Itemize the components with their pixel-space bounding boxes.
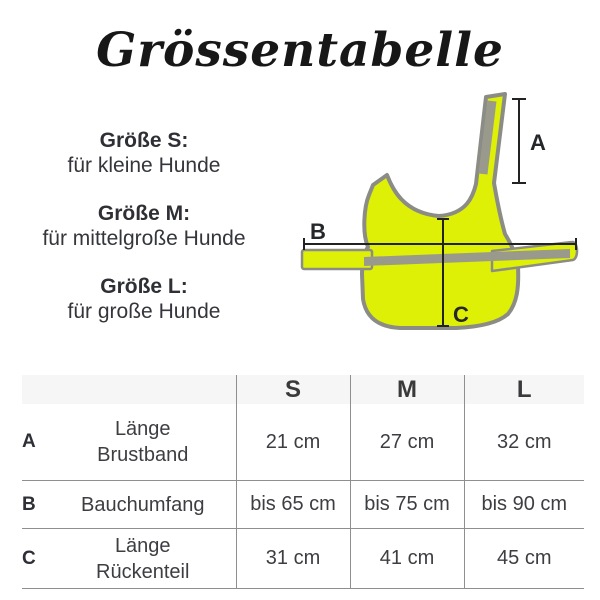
measure-b-label: B bbox=[310, 219, 326, 244]
row-a-value-s: 21 cm bbox=[236, 404, 350, 481]
row-a-value-m: 27 cm bbox=[350, 404, 464, 481]
size-label-m: Größe M: bbox=[97, 202, 191, 225]
measure-c-label: C bbox=[453, 302, 469, 327]
size-label-s: Größe S: bbox=[99, 129, 189, 152]
table-row-c bbox=[22, 529, 584, 589]
measure-a-label: A bbox=[530, 130, 546, 155]
table-row-b bbox=[22, 481, 584, 529]
header-col-m: M bbox=[350, 375, 464, 404]
belly-strap-left bbox=[302, 250, 372, 269]
size-table bbox=[22, 375, 584, 589]
size-desc-s: für kleine Hunde bbox=[67, 154, 221, 177]
row-c-label: Länge Rückenteil bbox=[50, 529, 236, 589]
row-b-label: Bauchumfang bbox=[50, 481, 236, 529]
size-label-l: Größe L: bbox=[100, 275, 188, 298]
row-c-value-m: 41 cm bbox=[350, 529, 464, 589]
row-b-value-m: bis 75 cm bbox=[350, 481, 464, 529]
measure-a bbox=[512, 99, 546, 183]
row-b-value-l: bis 90 cm bbox=[464, 481, 584, 529]
row-b-key: B bbox=[22, 481, 50, 529]
vest-body bbox=[362, 94, 518, 328]
header-col-l: L bbox=[464, 375, 584, 404]
header-empty-cell bbox=[22, 375, 236, 404]
row-c-value-s: 31 cm bbox=[236, 529, 350, 589]
row-c-value-l: 45 cm bbox=[464, 529, 584, 589]
row-c-key: C bbox=[22, 529, 50, 589]
header-col-s: S bbox=[236, 375, 350, 404]
size-table-header-row bbox=[22, 375, 584, 404]
row-a-label: Länge Brustband bbox=[50, 404, 236, 481]
row-b-value-s: bis 65 cm bbox=[236, 481, 350, 529]
table-row-a bbox=[22, 404, 584, 481]
row-a-key: A bbox=[22, 404, 50, 481]
size-desc-l: für große Hunde bbox=[67, 300, 221, 323]
row-a-value-l: 32 cm bbox=[464, 404, 584, 481]
size-desc-m: für mittelgroße Hunde bbox=[42, 227, 246, 250]
page-title: Grössentabelle bbox=[96, 23, 504, 78]
